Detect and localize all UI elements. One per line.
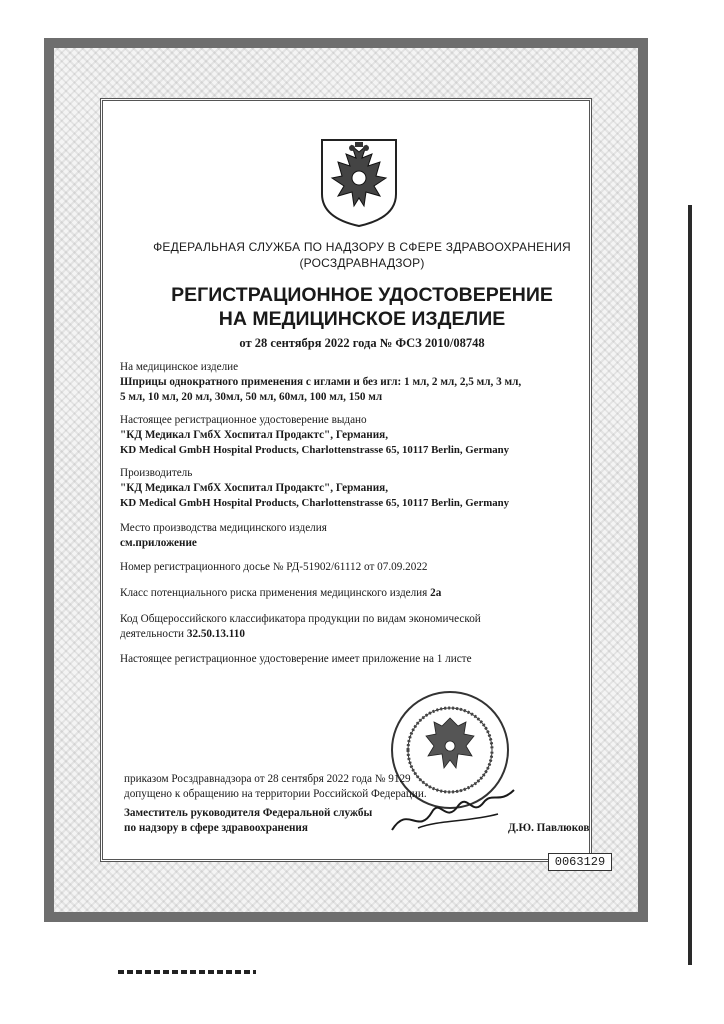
- agency-name: ФЕДЕРАЛЬНАЯ СЛУЖБА ПО НАДЗОРУ В СФЕРЕ ЗДРАВООХРАНЕНИЯ: [153, 240, 571, 254]
- scan-bottom-mark: [118, 970, 256, 974]
- risk-class-line: [120, 587, 441, 599]
- issued-label: Настоящее регистрационное удостоверение выдано: [120, 414, 367, 426]
- signatory-position: Заместитель руководителя Федеральной службы: [124, 807, 373, 819]
- document-subtitle: НА МЕДИЦИНСКОЕ ИЗДЕЛИЕ: [218, 308, 506, 330]
- dossier-line: [120, 561, 428, 573]
- device-description: Шприцы однократного применения с иглами и без игл: 1 мл, 2 мл, 2,5 мл, 3 мл,: [120, 376, 522, 388]
- document-title: РЕГИСТРАЦИОННОЕ УДОСТОВЕРЕНИЕ: [171, 284, 553, 306]
- coat-of-arms-emblem: [316, 136, 402, 228]
- signatory-position-cont: по надзору в сфере здравоохранения: [124, 822, 308, 834]
- handwritten-signature: [388, 784, 518, 844]
- signer-name: Д.Ю. Павлюков: [508, 822, 590, 834]
- okpd-line: [120, 628, 245, 640]
- serial-number: 0063129: [548, 853, 612, 871]
- admitted-line: допущено к обращению на территории Российской Федерации.: [124, 788, 427, 800]
- appendix-note: Настоящее регистрационное удостоверение имеет приложение на 1 листе: [120, 653, 472, 665]
- scan-edge-shadow: [688, 205, 692, 965]
- dossier-value: РД-51902/61112 от 07.09.2022: [286, 561, 428, 573]
- issue-date-number: от 28 сентября 2022 года № ФСЗ 2010/08748: [239, 336, 485, 350]
- device-description-cont: 5 мл, 10 мл, 20 мл, 30мл, 50 мл, 60мл, 100 мл, 150 мл: [120, 391, 383, 403]
- device-label: На медицинское изделие: [120, 361, 239, 373]
- risk-class-value: 2а: [430, 587, 442, 599]
- risk-class-label: Класс потенциального риска применения медицинского изделия: [120, 587, 431, 599]
- manufacturer-label: Производитель: [120, 467, 193, 479]
- agency-abbreviation: (РОСЗДРАВНАДЗОР): [299, 256, 425, 270]
- okpd-label: Код Общероссийского классификатора продукции по видам экономической: [120, 613, 481, 625]
- production-label: Место производства медицинского изделия: [120, 522, 327, 534]
- okpd-code: 32.50.13.110: [186, 628, 245, 640]
- dossier-label: Номер регистрационного досье №: [120, 561, 287, 573]
- issued-to-name: "КД Медикал ГмбХ Хоспитал Продактс", Германия,: [120, 429, 389, 441]
- order-line: приказом Росздравнадзора от 28 сентября 2022 года № 9129: [124, 773, 411, 785]
- manufacturer-name: "КД Медикал ГмбХ Хоспитал Продактс", Германия,: [120, 482, 389, 494]
- okpd-label-cont: деятельности: [120, 628, 187, 640]
- manufacturer-address: KD Medical GmbH Hospital Products, Charlottenstrasse 65, 10117 Berlin, Germany: [120, 497, 510, 509]
- issued-to-address: KD Medical GmbH Hospital Products, Charlottenstrasse 65, 10117 Berlin, Germany: [120, 444, 510, 456]
- production-value: см.приложение: [120, 537, 197, 549]
